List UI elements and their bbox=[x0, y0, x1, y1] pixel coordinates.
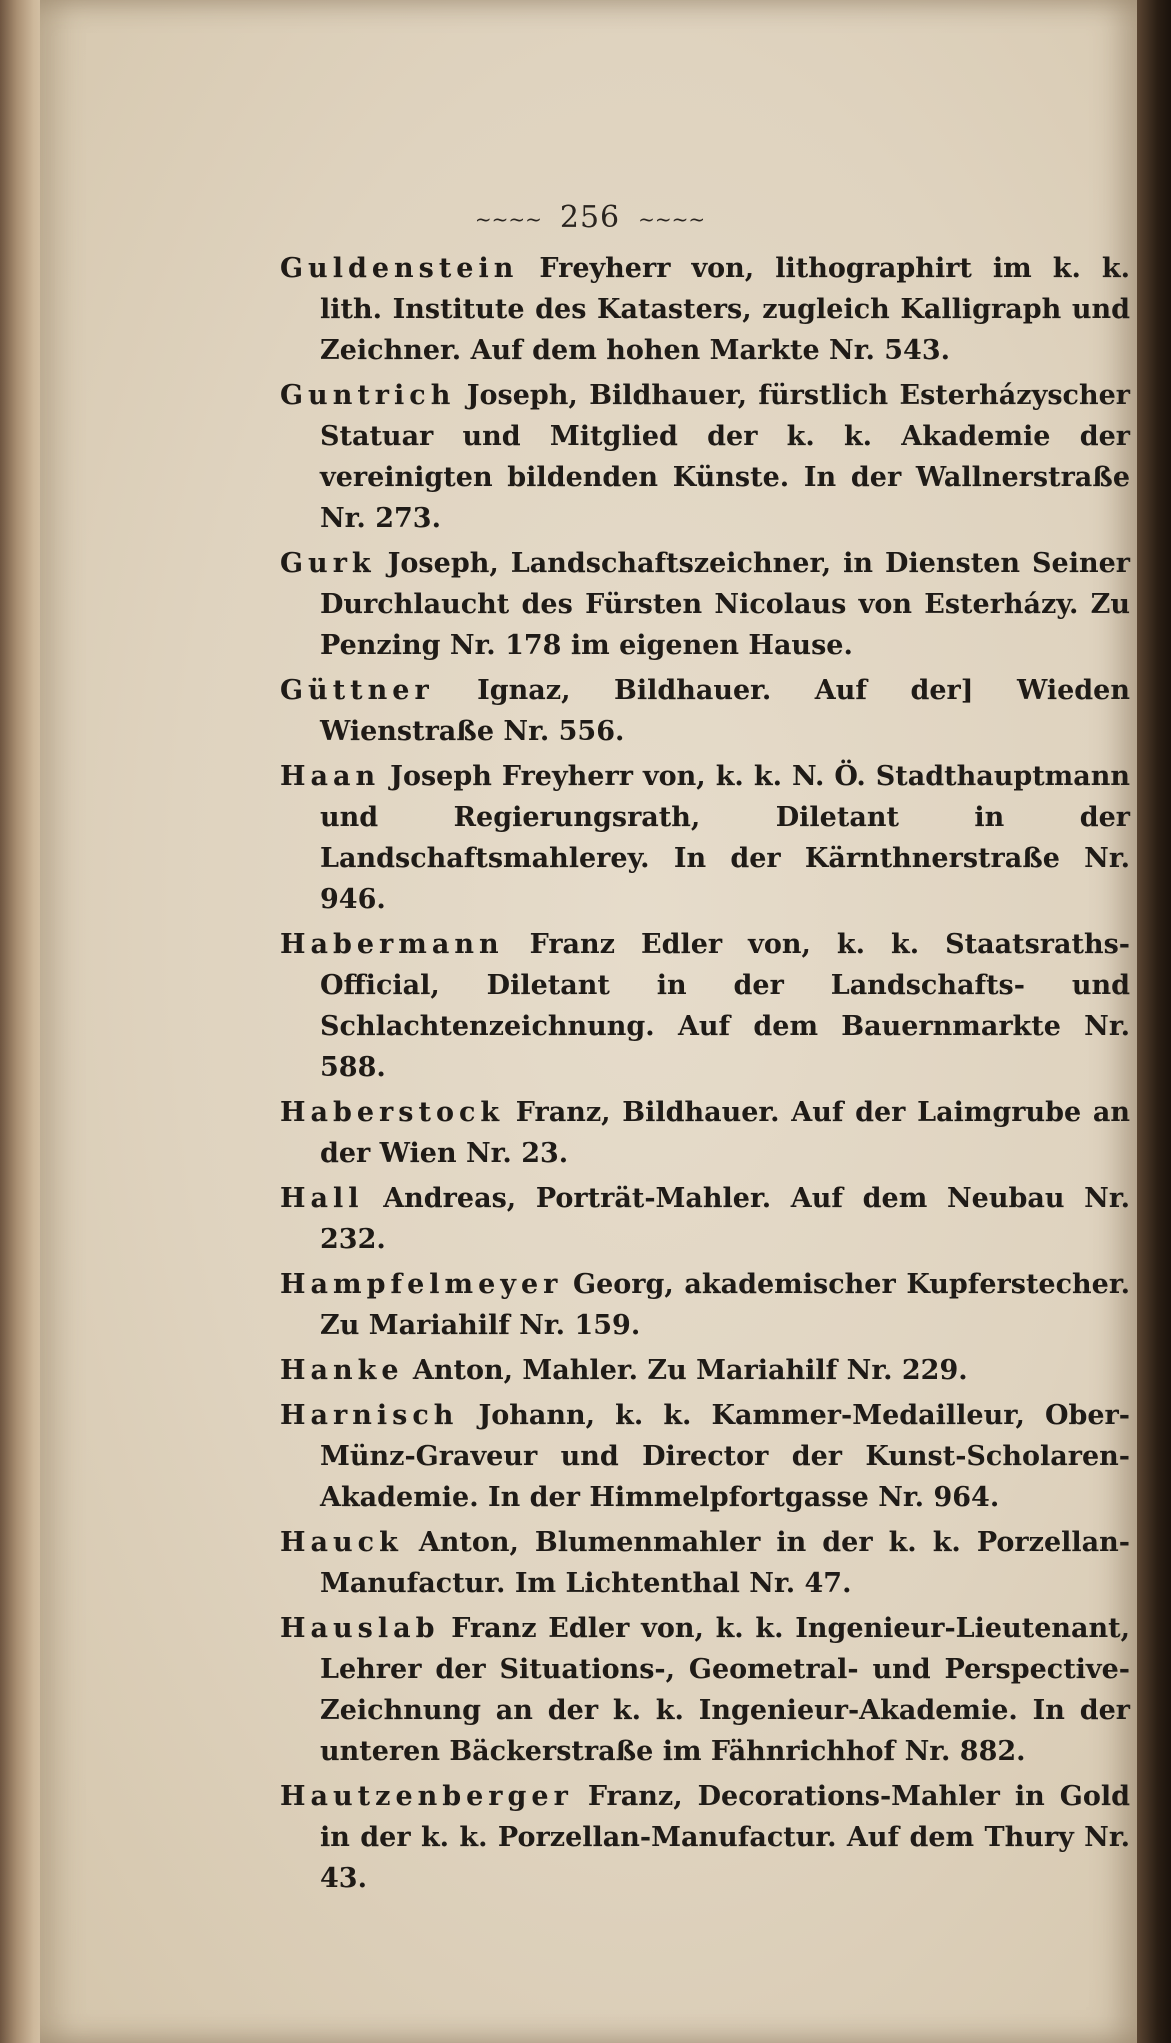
entry-surname: Guntrich bbox=[280, 380, 456, 411]
entry-text: Joseph, Landschaftszeichner, in Diensten Seiner Durchlaucht des Fürsten Nicolaus von Esterházy. Zu Penzing Nr. 178 im eigenen Hause. bbox=[320, 548, 1130, 661]
entry-text: Anton, Mahler. Zu Mariahilf Nr. 229. bbox=[403, 1355, 968, 1386]
entry-text: Ignaz, Bildhauer. Auf der] Wieden Wienstraße Nr. 556. bbox=[320, 675, 1130, 747]
right-ornament: ~~~~ bbox=[638, 207, 706, 231]
entry-surname: Hauslab bbox=[280, 1613, 440, 1644]
entry-text: Franz, Decorations-Mahler in Gold in der k. k. Porzellan-Manufactur. Auf dem Thury Nr. 43. bbox=[320, 1781, 1130, 1894]
entry-surname: Haberstock bbox=[280, 1097, 505, 1128]
entry-text: Freyherr von, lithographirt im k. k. lith. Institute des Katasters, zugleich Kalligraph und Zeichner. Auf dem hohen Markte Nr. 543. bbox=[320, 253, 1130, 366]
binding-gutter bbox=[1137, 0, 1171, 2043]
entry-surname: Habermann bbox=[280, 929, 504, 960]
entry-surname: Hanke bbox=[280, 1355, 404, 1386]
entry-surname: Hampfelmeyer bbox=[280, 1269, 563, 1300]
entry bbox=[280, 248, 1130, 371]
entry bbox=[280, 1522, 1130, 1604]
entry-surname: Hall bbox=[280, 1183, 364, 1214]
entry-text: Johann, k. k. Kammer-Medailleur, Ober-Münz-Graveur und Director der Kunst-Scholaren-Akademie. In der Himmelpfortgasse Nr. 964. bbox=[320, 1400, 1130, 1513]
entry-surname: Gurk bbox=[280, 548, 376, 579]
entry bbox=[280, 1092, 1130, 1174]
entry-text: Georg, akademischer Kupferstecher. Zu Mariahilf Nr. 159. bbox=[320, 1269, 1130, 1341]
entry bbox=[280, 1264, 1130, 1346]
running-head bbox=[40, 200, 1140, 235]
entry-surname: Hauck bbox=[280, 1527, 403, 1558]
entry bbox=[280, 1350, 1130, 1391]
book-page bbox=[40, 0, 1140, 2043]
entry bbox=[280, 756, 1130, 920]
entry-text: Franz, Bildhauer. Auf der Laimgrube an der Wien Nr. 23. bbox=[320, 1097, 1130, 1169]
entry bbox=[280, 1395, 1130, 1518]
entry-text: Joseph, Bildhauer, fürstlich Esterházyscher Statuar und Mitglied der k. k. Akademie der vereinigten bildenden Künste. In der Wallnerstraße Nr. 273. bbox=[320, 380, 1130, 534]
entry-surname: Guldenstein bbox=[280, 253, 519, 284]
directory-entries bbox=[280, 248, 1130, 1903]
entry bbox=[280, 924, 1130, 1088]
entry bbox=[280, 1776, 1130, 1899]
entry-surname: Harnisch bbox=[280, 1400, 459, 1431]
entry-surname: Hautzenberger bbox=[280, 1781, 573, 1812]
entry-text: Joseph Freyherr von, k. k. N. Ö. Stadthauptmann und Regierungsrath, Diletant in der Landschaftsmahlerey. In der Kärnthnerstraße Nr. 946. bbox=[320, 761, 1130, 915]
entry bbox=[280, 1608, 1130, 1772]
entry-text: Anton, Blumenmahler in der k. k. Porzellan-Manufactur. Im Lichtenthal Nr. 47. bbox=[320, 1527, 1130, 1599]
entry bbox=[280, 670, 1130, 752]
entry bbox=[280, 543, 1130, 666]
entry bbox=[280, 375, 1130, 539]
entry bbox=[280, 1178, 1130, 1260]
entry-surname: Haan bbox=[280, 761, 381, 792]
left-ornament: ~~~~ bbox=[474, 207, 542, 231]
entry-text: Andreas, Porträt-Mahler. Auf dem Neubau Nr. 232. bbox=[320, 1183, 1130, 1255]
entry-text: Franz Edler von, k. k. Staatsraths-Official, Diletant in der Landschafts- und Schlachtenzeichnung. Auf dem Bauernmarkte Nr. 588. bbox=[320, 929, 1130, 1083]
page-number: 256 bbox=[559, 200, 621, 235]
entry-text: Franz Edler von, k. k. Ingenieur-Lieutenant, Lehrer der Situations-, Geometral- und Perspective-Zeichnung an der k. k. Ingenieur-Akademie. In der unteren Bäckerstraße im Fähnrichhof Nr. 882. bbox=[320, 1613, 1130, 1767]
entry-surname: Güttner bbox=[280, 675, 434, 706]
